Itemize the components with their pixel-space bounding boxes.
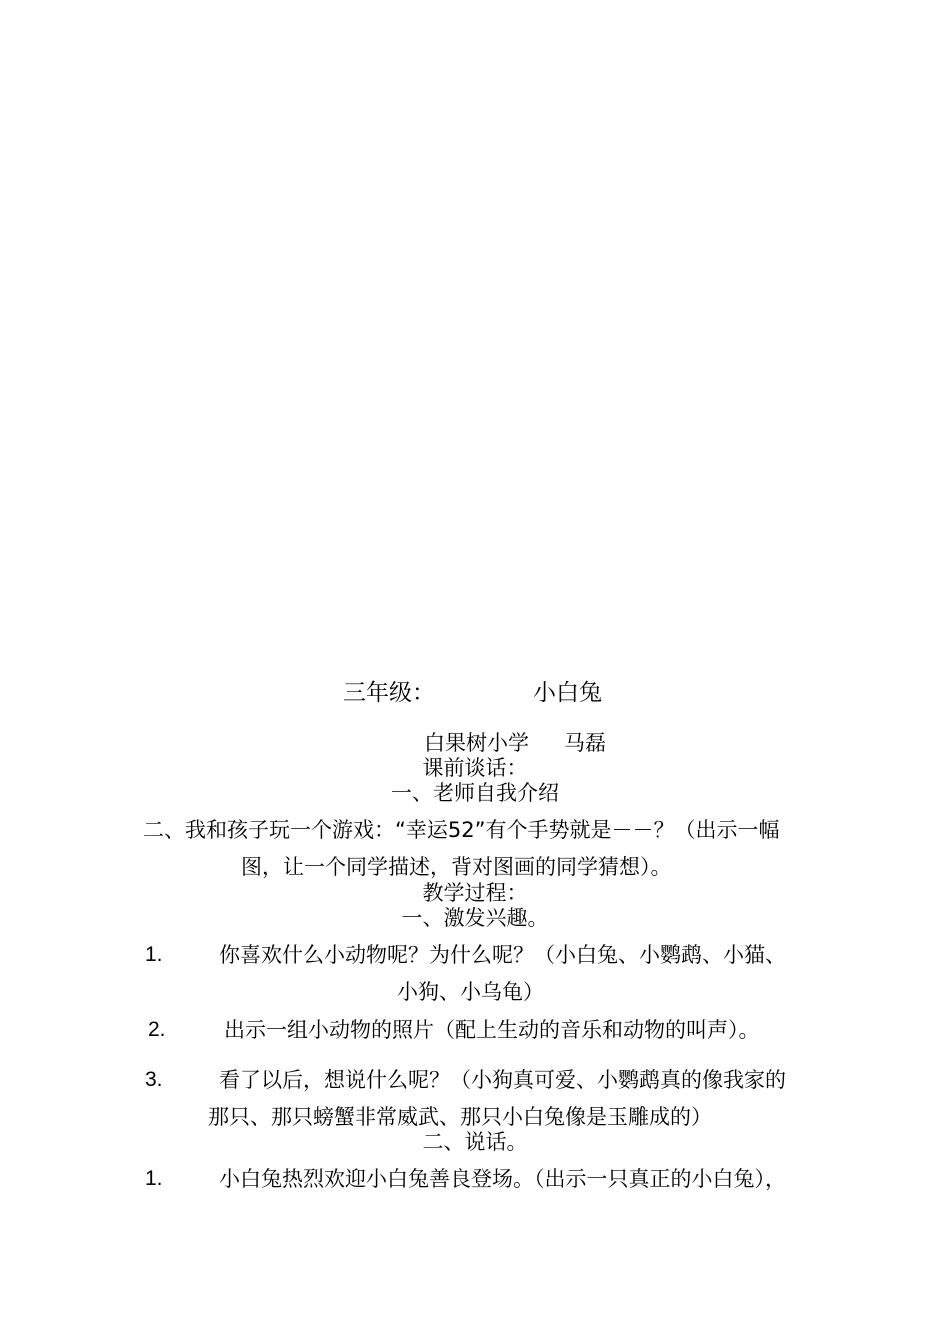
lesson-grade: 三年级： (343, 680, 435, 706)
author-name: 马磊 (564, 731, 606, 755)
pre-class-item-2-line-1: 二、我和孩子玩一个游戏：“幸运52”有个手势就是－－？（出示一幅 (143, 818, 780, 842)
pre-class-item-1: 一、老师自我介绍 (391, 781, 559, 805)
process-section-2: 二、说话。 (422, 1130, 528, 1154)
list-item-text: 小白兔热烈欢迎小白兔善良登场。（出示一只真正的小白兔）， (219, 1167, 786, 1191)
list-item-number: 3. (145, 1068, 163, 1091)
list-item-text-continued: 小狗、小乌龟） (397, 980, 544, 1004)
list-item-number: 2. (148, 1018, 166, 1041)
list-item-number: 1. (145, 1167, 163, 1190)
list-item-text: 你喜欢什么小动物呢？为什么呢？（小白兔、小鹦鹉、小猫、 (219, 943, 786, 967)
list-item-text: 看了以后，想说什么呢？（小狗真可爱、小鹦鹉真的像我家的 (219, 1068, 786, 1092)
pre-class-heading: 课前谈话： (422, 756, 528, 780)
process-heading: 教学过程： (422, 881, 528, 905)
list-item-text-continued: 那只、那只螃蟹非常威武、那只小白兔像是玉雕成的） (208, 1105, 712, 1129)
pre-class-item-2-line-2: 图，让一个同学描述，背对图画的同学猜想）。 (241, 855, 672, 879)
list-item-number: 1. (145, 943, 163, 966)
process-section-1: 一、激发兴趣。 (401, 906, 549, 930)
lesson-title: 小白兔 (533, 680, 602, 706)
author-school: 白果树小学 (424, 731, 529, 755)
list-item-text: 出示一组小动物的照片（配上生动的音乐和动物的叫声）。 (224, 1018, 760, 1042)
